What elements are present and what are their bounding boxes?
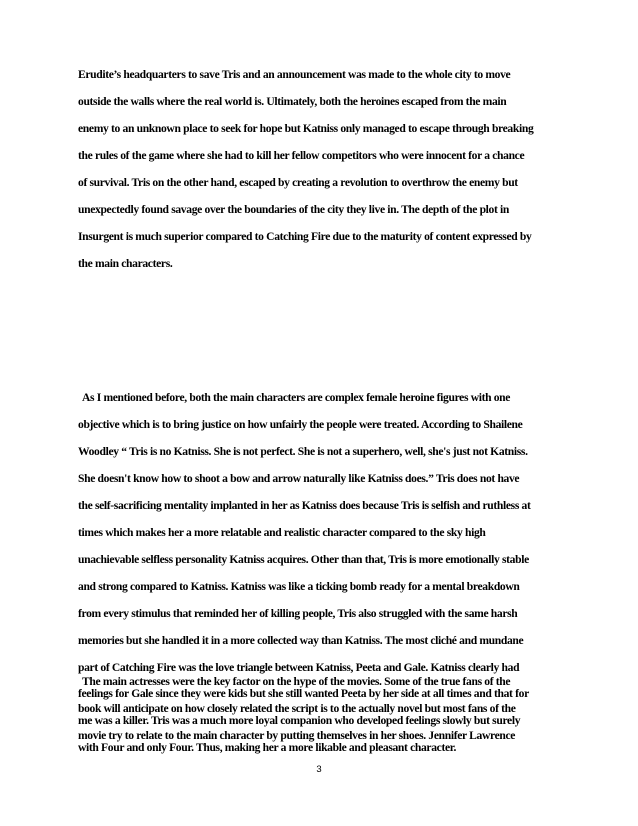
paragraph-2-line: memories but she handled it in a more collected way than Katniss. The most cliché and mundane — [78, 633, 524, 647]
paragraph-1-line: Erudite’s headquarters to save Tris and an announcement was made to the whole city to move — [78, 68, 511, 81]
paragraph-3-line: movie try to relate to the main character by putting themselves in her shoes. Jennifer Lawrence — [78, 728, 516, 742]
paragraph-2-line: feelings for Gale since they were kids but she still wanted Peeta by her side at all times and that for — [78, 687, 529, 701]
paragraph-1-line: the rules of the game where she had to kill her fellow competitors who were innocent for a chance — [78, 148, 525, 162]
paragraph-2-line: unachievable selfless personality Katniss acquires. Other than that, Tris is more emotionally stable — [78, 552, 529, 566]
paragraph-1-line: Insurgent is much superior compared to Catching Fire due to the maturity of content expressed by — [78, 229, 532, 243]
paragraph-1-line: unexpectedly found savage over the boundaries of the city they live in. The depth of the plot in — [78, 202, 510, 216]
paragraph-1-line: outside the walls where the real world is. Ultimately, both the heroines escaped from the main — [78, 94, 507, 108]
paragraph-2-line: objective which is to bring justice on how unfairly the people were treated. According to Shailene — [78, 417, 523, 431]
paragraph-1-line: of survival. Tris on the other hand, escaped by creating a revolution to overthrow the enemy but — [78, 175, 518, 189]
paragraph-2-line: from every stimulus that reminded her of killing people, Tris also struggled with the same harsh — [78, 606, 518, 620]
paragraph-2-line: the self-sacrificing mentality implanted in her as Katniss does because Tris is selfish and ruthless at — [78, 498, 531, 512]
paragraph-2-line: She doesn't know how to shoot a bow and arrow naturally like Katniss does.” Tris does not have — [78, 471, 520, 485]
paragraph-3-line: book will anticipate on how closely related the script is to the actually novel but most fans of the — [78, 701, 516, 715]
paragraph-2-line: times which makes her a more relatable and realistic character compared to the sky high — [78, 525, 486, 539]
paragraph-2-line: and strong compared to Katniss. Katniss was like a ticking bomb ready for a mental breakdown — [78, 579, 520, 593]
paragraph-2-line: As I mentioned before, both the main characters are complex female heroine figures with one — [82, 391, 511, 404]
paragraph-3-line: The main actresses were the key factor on the hype of the movies. Some of the true fans of the — [82, 675, 511, 688]
paragraph-2-line: part of Catching Fire was the love triangle between Katniss, Peeta and Gale. Katniss clearly had — [78, 660, 520, 674]
paragraph-2-line: with Four and only Four. Thus, making her a more likable and pleasant character. — [78, 741, 457, 755]
paragraph-2-line: me was a killer. Tris was a much more loyal companion who developed feelings slowly but surely — [78, 714, 521, 728]
page-number: 3 — [316, 764, 322, 775]
paragraph-1-line: the main characters. — [78, 256, 173, 270]
paragraph-1-line: enemy to an unknown place to seek for hope but Katniss only managed to escape through breaking — [78, 121, 534, 135]
paragraph-2-line: Woodley “ Tris is no Katniss. She is not perfect. She is not a superhero, well, she's just not Katniss. — [78, 444, 528, 458]
